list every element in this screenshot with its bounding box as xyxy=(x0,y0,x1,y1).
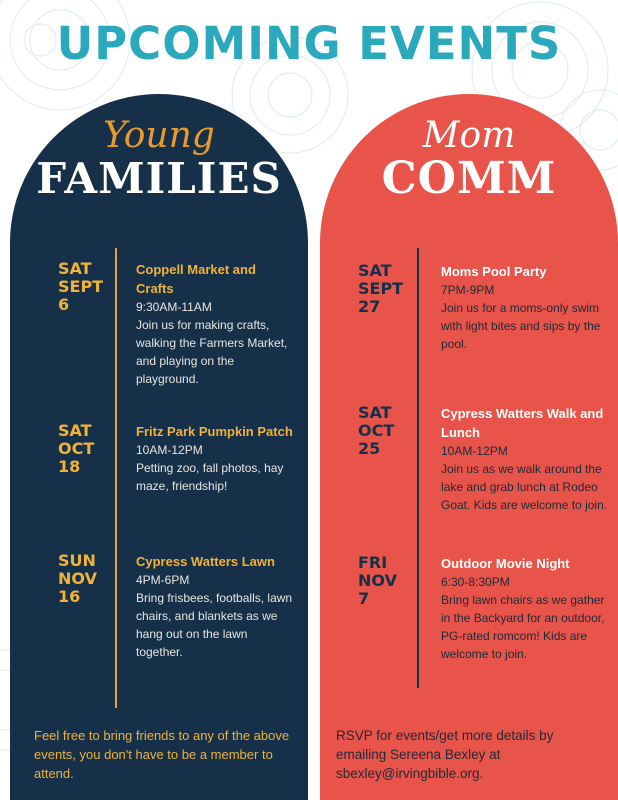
event-time: 4PM-6PM xyxy=(136,573,190,587)
event-date: SAT OCT 25 xyxy=(358,403,395,458)
event-date: FRI NOV 7 xyxy=(358,553,397,608)
event-date: SUN NOV 16 xyxy=(58,551,97,606)
event-time: 10AM-12PM xyxy=(136,443,203,457)
event-title: Cypress Watters Walk and Lunch xyxy=(441,406,604,440)
event-description: Join us as we walk around the lake and grab lunch at Rodeo Goat. Kids are welcome to join. xyxy=(441,462,608,512)
event-title: Moms Pool Party xyxy=(441,264,547,279)
event-description: Bring lawn chairs as we gather in the Backyard for an outdoor, PG-rated romcom! Kids are welcome to join. xyxy=(441,593,605,661)
timeline-divider xyxy=(115,248,117,708)
event-description: Join us for a moms-only swim with light bites and sips by the pool. xyxy=(441,301,601,351)
families-heading: FAMILIES xyxy=(36,154,282,203)
event-title: Outdoor Movie Night xyxy=(441,556,570,571)
event-description: Bring frisbees, footballs, lawn chairs, and blankets as we hang out on the lawn together. xyxy=(136,591,293,659)
comm-heading: COMM xyxy=(381,153,557,204)
event-title: Fritz Park Pumpkin Patch xyxy=(136,424,293,439)
event-title: Coppell Market and Crafts xyxy=(136,262,256,296)
event-time: 7PM-9PM xyxy=(441,283,495,297)
event-description: Join us for making crafts, walking the Farmers Market, and playing on the playground. xyxy=(136,318,288,386)
event-date: SAT SEPT 27 xyxy=(358,261,404,316)
mom-script-heading: Mom xyxy=(422,115,516,156)
event-date: SAT SEPT 6 xyxy=(58,259,104,314)
event-title: Cypress Watters Lawn xyxy=(136,554,275,569)
rsvp-note: RSVP for events/get more details by emailing Sereena Bexley at sbexley@irvingbible.org. xyxy=(336,728,554,781)
event-time: 9:30AM-11AM xyxy=(136,300,212,314)
mom-comm-panel xyxy=(320,94,618,800)
event-date: SAT OCT 18 xyxy=(58,421,95,476)
footer-note: Feel free to bring friends to any of the above events, you don't have to be a member to attend. xyxy=(34,728,290,781)
young-families-panel xyxy=(10,94,308,800)
event-time: 6:30-8:30PM xyxy=(441,575,510,589)
young-script-heading: Young xyxy=(103,115,215,156)
page-title: UPCOMING EVENTS xyxy=(56,17,562,70)
event-time: 10AM-12PM xyxy=(441,444,508,458)
event-description: Petting zoo, fall photos, hay maze, friendship! xyxy=(136,461,284,493)
